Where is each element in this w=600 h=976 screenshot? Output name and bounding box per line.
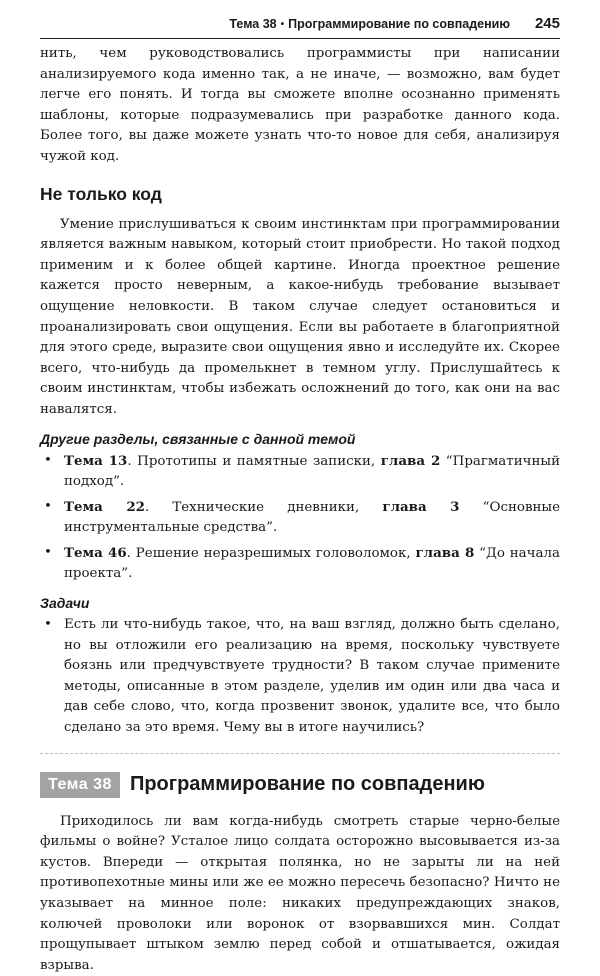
related-item [40,497,560,539]
related-list [40,451,560,586]
related-chapter: глава 8 [415,544,475,561]
bullet-icon: • [44,452,52,468]
topic-heading [40,772,560,798]
related-item [40,451,560,493]
bullet-icon: • [44,498,52,514]
topic-paragraph: Приходилось ли вам когда-нибудь смотреть старые черно-белые фильмы о войне? Усталое лицо солдата осторожно высовывается из-за кустов. Впереди — открытая полянка, но не зарыты ли на ней противопехотные мины или же ее можно пересечь безопасно? Ничто не указывает на минное поле: никаких предупреждающих знаков, колючей проволоки или воронок от взорвавшихся мин. Солдат прощупывает штыком землю перед собой и отшатывается, ожидая взрыва. [40,813,560,973]
related-ref: “До начала проекта”. [64,545,560,582]
running-topic: Тема 38 [229,17,277,31]
related-text: . Решение неразрешимых головоломок, [126,545,416,561]
related-chapter: глава 2 [380,452,441,469]
related-topic: Тема 13 [64,452,128,469]
related-chapter: глава 3 [382,498,460,515]
bullet-icon: • [44,617,52,633]
section-heading: Не только код [40,183,162,204]
related-topic: Тема 46 [64,544,127,561]
running-chapter-title: Программирование по совпадению [288,17,510,31]
topic-title: Программирование по совпадению [129,773,485,796]
task-item [40,615,560,739]
tasks-list [40,615,560,739]
title-separator: • [280,19,285,30]
related-text: . Технические дневники, [144,499,383,515]
intro-paragraph: нить, чем руководствовались программисты при написании анализируемого кода именно так, а не иначе, — возможно, вам будет легче его понять. И тогда вы сможете вполне осознанно применять шаблоны, которые подразумевались при разработке данного кода. Более того, вы даже можете узнать что-то новое для себя, анализируя чужой код. [40,46,560,164]
running-title [229,17,510,31]
bullet-icon: • [44,544,52,560]
related-ref: “Прагматичный подход”. [64,453,560,490]
related-ref: “Основные инструментальные средства”. [64,499,560,536]
section-paragraph: Умение прислушиваться к своим инстинктам при программировании является важным навыком, который стоит приобрести. Но такой подход применим и к более общей картине. Иногда проектное решение кажется просто неверным, а какое-нибудь требование вызывает ощущение неловкости. В таком случае следует остановиться и проанализировать свои ощущения. Если вы работаете в благоприятной для этого среде, выразите свои ощущения явно и исследуйте их. Скорее всего, что-нибудь да промелькнет в темном углу. Прислушайтесь к своим инстинктам, чтобы избежать осложнений до того, как они на вас навалятся. [40,216,560,417]
page-content [40,44,560,976]
running-header [40,14,560,39]
section-divider [40,753,560,754]
topic-badge: Тема 38 [40,772,120,798]
related-text: . Прототипы и памятные записки, [127,453,381,469]
related-heading: Другие разделы, связанные с данной темой [40,430,356,447]
tasks-heading: Задачи [40,595,90,612]
related-topic: Тема 22 [64,498,145,515]
task-text: Есть ли что-нибудь такое, что, на ваш взгляд, должно быть сделано, но вы отложили его реализацию на время, поскольку чувствуете боязнь или предчувствуете трудности? В таком случае примените методы, описанные в этом разделе, уделив им один или два часа и дав себе слово, что, когда прозвенит звонок, удалите все, что было сделано за это время. Чему вы в итоге научились? [64,617,560,736]
page-number: 245 [534,15,560,32]
related-item [40,543,560,585]
